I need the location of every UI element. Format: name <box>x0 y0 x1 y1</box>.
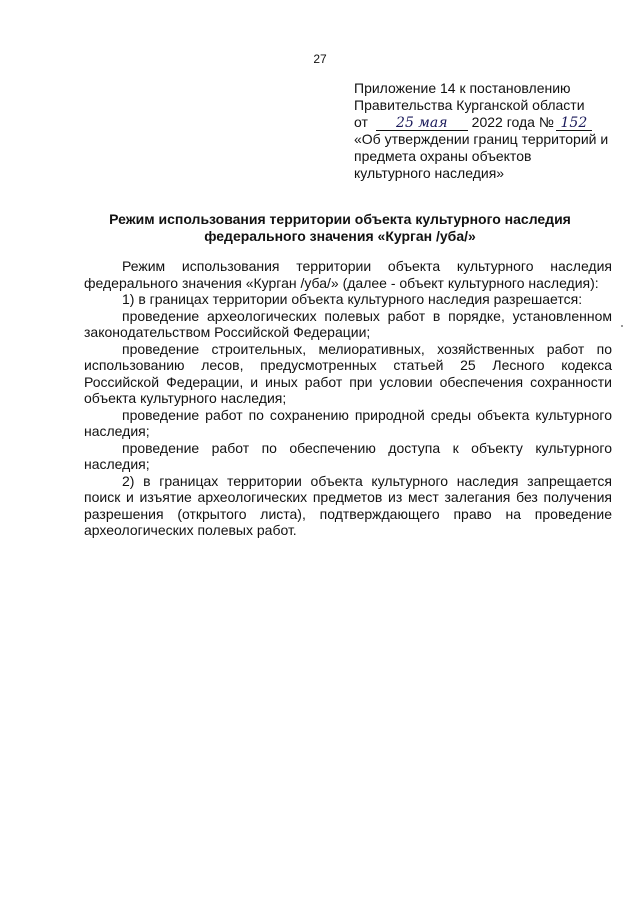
date-prefix: от <box>354 114 368 130</box>
paragraph-prohibited: 2) в границах территории объекта культурного наследия запрещается поиск и изъятие археологических предметов из мест залегания без получения разрешения (открытого листа), подтверждающего право на проведение археологических полевых работ. <box>84 472 612 538</box>
number-prefix: № <box>538 114 554 130</box>
paragraph-environment-preservation: проведение работ по сохранению природной среды объекта культурного наследия; <box>84 406 612 439</box>
appendix-header <box>354 80 624 182</box>
paragraph-access-works: проведение работ по обеспечению доступа к объекту культурного наследия; <box>84 439 612 472</box>
handwritten-date: 25 мая <box>376 116 468 131</box>
appendix-line-5: предмета охраны объектов <box>354 148 532 164</box>
handwritten-number: 152 <box>556 116 592 131</box>
paragraph-archaeological-works: проведение археологических полевых работ в порядке, установленном законодательством Российской Федерации; <box>84 307 612 340</box>
page-number: 27 <box>313 52 327 66</box>
appendix-line-4: «Об утверждении границ территорий и <box>354 131 609 147</box>
date-year: 2022 года <box>471 114 535 130</box>
paragraph-intro: Режим использования территории объекта культурного наследия федерального значения «Курган /уба/» (далее - объект культурного наследия): <box>84 258 612 291</box>
document-title <box>70 211 610 245</box>
paragraph-permitted-heading: 1) в границах территории объекта культурного наследия разрешается: <box>122 291 583 307</box>
appendix-date-line <box>354 114 624 131</box>
appendix-line-6: культурного наследия» <box>354 165 505 181</box>
paragraph-construction-works: проведение строительных, мелиоративных, хозяйственных работ по использованию лесов, предусмотренных статьей 25 Лесного кодекса Российской Федерации, и иных работ при условии обеспечения сохранности объекта культурного наследия; <box>84 340 612 406</box>
appendix-line-1: Приложение 14 к постановлению <box>354 80 571 96</box>
title-line-2: федерального значения «Курган /уба/» <box>204 228 476 244</box>
document-body <box>84 258 612 539</box>
title-line-1: Режим использования территории объекта культурного наследия <box>109 211 571 227</box>
scan-speck <box>621 325 623 327</box>
appendix-line-2: Правительства Курганской области <box>354 97 585 113</box>
